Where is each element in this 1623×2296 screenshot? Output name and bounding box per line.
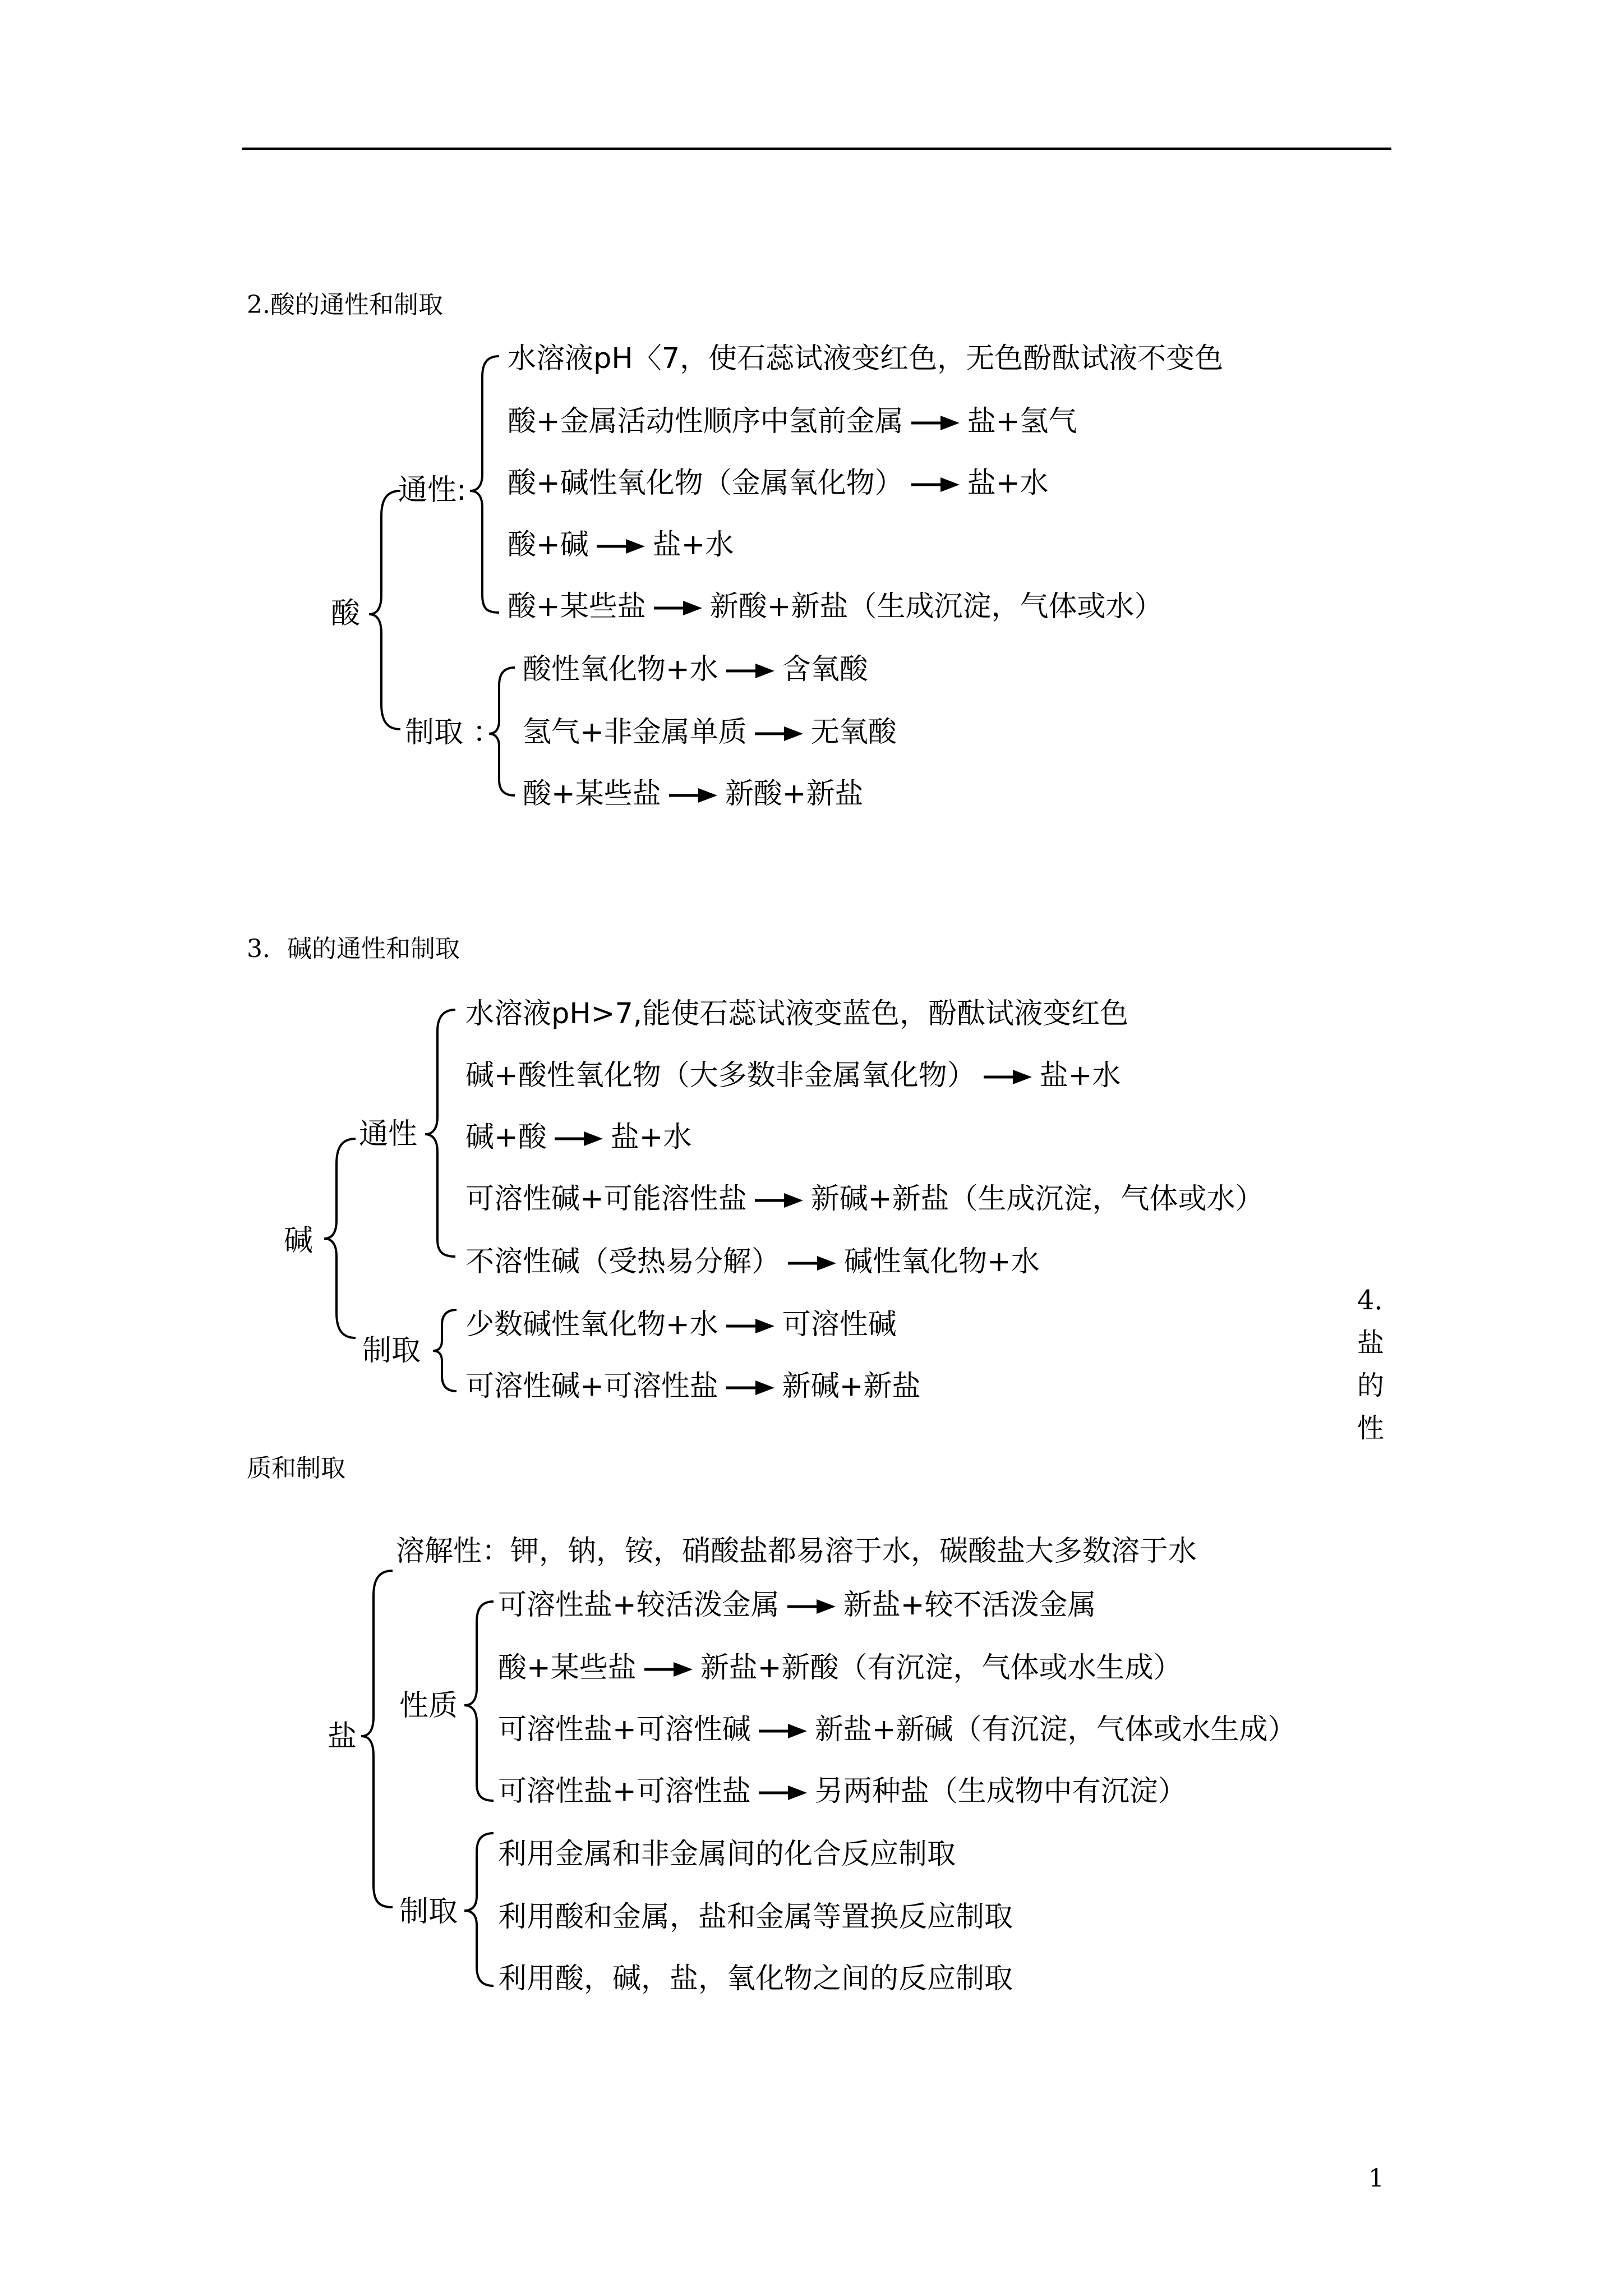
base-prep-1-left: 少数碱性氧化物+水 bbox=[465, 1308, 718, 1341]
acid-heading: 2.酸的通性和制取 bbox=[247, 291, 443, 319]
acid-prop-2-left: 酸+金属活动性顺序中氢前金属 bbox=[508, 405, 903, 438]
salt-prop-3 bbox=[498, 1715, 1296, 1744]
acid-root-brace bbox=[369, 491, 400, 729]
salt-prep-label: 制取 bbox=[399, 1895, 458, 1929]
arrow-right-icon bbox=[726, 1319, 774, 1333]
salt-solubility: 溶解性：钾，钠，铵，硝酸盐都易溶于水，碳酸盐大多数溶于水 bbox=[396, 1535, 1197, 1568]
salt-heading-char-4: 性 bbox=[1357, 1412, 1385, 1444]
acid-root-label: 酸 bbox=[331, 597, 361, 631]
base-prop-3-left: 碱+酸 bbox=[465, 1121, 547, 1154]
acid-prep-3 bbox=[523, 777, 864, 811]
salt-prop-4 bbox=[498, 1777, 1187, 1806]
salt-root-brace bbox=[361, 1571, 393, 1907]
acid-prep-label: 制取 ： bbox=[405, 716, 502, 749]
base-prop-5-left: 不溶性碱（受热易分解） bbox=[465, 1245, 781, 1278]
base-prop-4-right: 新碱+新盐（生成沉淀，气体或水） bbox=[810, 1182, 1264, 1216]
salt-props-label: 性质 bbox=[399, 1689, 458, 1723]
salt-heading-vertical bbox=[1357, 1279, 1401, 1450]
base-root-brace bbox=[324, 1139, 356, 1338]
base-prop-3-right: 盐+水 bbox=[610, 1121, 692, 1154]
base-prep-2-right: 新碱+新盐 bbox=[782, 1370, 921, 1403]
salt-root-label: 盐 bbox=[328, 1720, 357, 1754]
base-prop-1: 水溶液pH>7,能使石蕊试液变蓝色，酚酞试液变红色 bbox=[465, 997, 1129, 1030]
acid-prop-5-right: 新酸+新盐（生成沉淀，气体或水） bbox=[709, 590, 1163, 623]
salt-heading-char-3: 的 bbox=[1357, 1370, 1385, 1401]
acid-prep-1-right: 含氧酸 bbox=[782, 653, 868, 686]
salt-prep-2: 利用酸和金属，盐和金属等置换反应制取 bbox=[498, 1901, 1013, 1934]
acid-prep-2 bbox=[523, 718, 897, 747]
salt-heading-char-1: 4． bbox=[1357, 1285, 1401, 1316]
salt-prep-3: 利用酸，碱，盐，氧化物之间的反应制取 bbox=[498, 1962, 1013, 1995]
base-prop-4-left: 可溶性碱+可能溶性盐 bbox=[465, 1182, 747, 1216]
arrow-right-icon bbox=[788, 1256, 836, 1271]
acid-prop-3 bbox=[508, 469, 1048, 498]
acid-prop-4 bbox=[508, 528, 734, 562]
acid-prop-5 bbox=[508, 592, 1163, 621]
arrow-right-icon bbox=[911, 477, 960, 492]
base-prop-3 bbox=[465, 1123, 691, 1152]
salt-prop-1-right: 新盐+较不活泼金属 bbox=[843, 1589, 1096, 1622]
base-prop-2 bbox=[465, 1061, 1121, 1090]
arrow-right-icon bbox=[726, 1381, 774, 1395]
arrow-right-icon bbox=[787, 1599, 836, 1614]
acid-prop-4-right: 盐+水 bbox=[652, 528, 734, 562]
acid-props-brace bbox=[470, 356, 499, 613]
acid-prop-2 bbox=[508, 407, 1077, 436]
base-prop-2-left: 碱+酸性氧化物（大多数非金属氧化物） bbox=[465, 1059, 976, 1092]
acid-prep-2-right: 无氧酸 bbox=[810, 716, 897, 749]
salt-prep-brace bbox=[464, 1833, 494, 1986]
salt-heading-char-2: 盐 bbox=[1357, 1327, 1385, 1359]
salt-prop-1 bbox=[498, 1589, 1096, 1622]
salt-heading-rest: 质和制取 bbox=[247, 1454, 345, 1483]
acid-prep-3-right: 新酸+新盐 bbox=[725, 777, 864, 811]
acid-prep-2-left: 氢气+非金属单质 bbox=[523, 716, 747, 749]
acid-prep-1 bbox=[523, 655, 868, 684]
acid-props-label: 通性: bbox=[398, 473, 467, 507]
salt-prop-2-right: 新盐+新酸（有沉淀，气体或水生成） bbox=[700, 1651, 1182, 1685]
acid-prop-3-right: 盐+水 bbox=[967, 467, 1049, 500]
base-prop-5-right: 碱性氧化物+水 bbox=[844, 1245, 1040, 1278]
arrow-right-icon bbox=[555, 1131, 603, 1146]
base-props-brace bbox=[425, 1010, 455, 1257]
acid-prop-2-right: 盐+氢气 bbox=[967, 405, 1077, 438]
header-rule bbox=[242, 148, 1391, 150]
salt-prop-4-left: 可溶性盐+可溶性盐 bbox=[498, 1775, 751, 1808]
salt-prop-4-right: 另两种盐（生成物中有沉淀） bbox=[814, 1775, 1187, 1808]
base-prep-1 bbox=[465, 1310, 897, 1339]
arrow-right-icon bbox=[755, 726, 803, 741]
acid-prep-3-left: 酸+某些盐 bbox=[523, 777, 661, 811]
acid-prop-1: 水溶液pH〈7，使石蕊试液变红色，无色酚酞试液不变色 bbox=[508, 342, 1224, 375]
base-prep-brace bbox=[433, 1310, 457, 1391]
arrow-right-icon bbox=[644, 1662, 693, 1677]
base-prop-2-right: 盐+水 bbox=[1039, 1059, 1121, 1092]
base-prep-2 bbox=[465, 1372, 920, 1401]
acid-prop-4-left: 酸+碱 bbox=[508, 528, 589, 562]
salt-prop-3-right: 新盐+新碱（有沉淀，气体或水生成） bbox=[814, 1713, 1297, 1746]
base-prep-1-right: 可溶性碱 bbox=[782, 1308, 897, 1341]
salt-prop-1-left: 可溶性盐+较活泼金属 bbox=[498, 1589, 780, 1622]
arrow-right-icon bbox=[759, 1786, 807, 1800]
arrow-right-icon bbox=[726, 664, 774, 678]
acid-prop-3-left: 酸+碱性氧化物（金属氧化物） bbox=[508, 467, 903, 500]
salt-prop-2 bbox=[498, 1651, 1182, 1685]
acid-prop-5-left: 酸+某些盐 bbox=[508, 590, 646, 623]
acid-prep-1-left: 酸性氧化物+水 bbox=[523, 653, 718, 686]
base-root-label: 碱 bbox=[284, 1224, 313, 1258]
arrow-right-icon bbox=[597, 539, 645, 554]
arrow-right-icon bbox=[911, 416, 960, 430]
page-number: 1 bbox=[1368, 2164, 1384, 2193]
salt-props-brace bbox=[464, 1602, 494, 1801]
base-props-label: 通性 bbox=[359, 1117, 418, 1151]
arrow-right-icon bbox=[755, 1193, 803, 1208]
base-prop-5 bbox=[465, 1245, 1040, 1278]
arrow-right-icon bbox=[759, 1724, 807, 1738]
arrow-right-icon bbox=[984, 1070, 1032, 1084]
salt-prep-1: 利用金属和非金属间的化合反应制取 bbox=[498, 1838, 956, 1871]
arrow-right-icon bbox=[654, 601, 702, 615]
base-prep-label: 制取 bbox=[362, 1334, 421, 1368]
salt-prop-2-left: 酸+某些盐 bbox=[498, 1651, 637, 1685]
base-heading: 3．碱的通性和制取 bbox=[247, 935, 460, 963]
base-prep-2-left: 可溶性碱+可溶性盐 bbox=[465, 1370, 718, 1403]
arrow-right-icon bbox=[669, 788, 717, 803]
salt-prop-3-left: 可溶性盐+可溶性碱 bbox=[498, 1713, 751, 1746]
base-prop-4 bbox=[465, 1182, 1264, 1216]
